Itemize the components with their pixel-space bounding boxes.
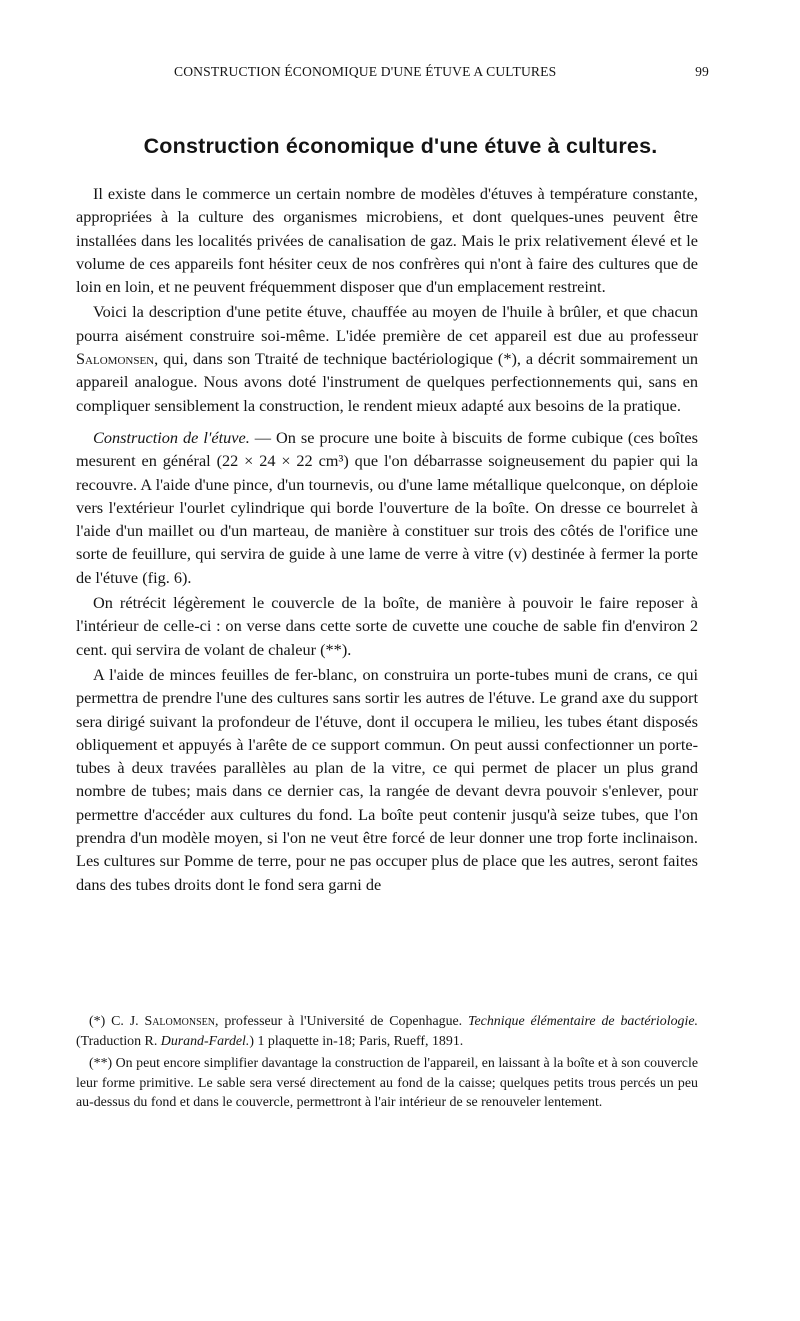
article-body [76,182,698,898]
paragraph-text: Voici la description d'une petite étuve, chauffée au moyen de l'huile à brûler, et que chacun pourra aisément construire soi-même. L'idée première de cet appareil est due au professeur [76,302,698,345]
footnote-1 [76,1012,698,1051]
paragraph-text: , qui, dans son Ttraité de technique bactériologique (*), a décrit sommairement un appareil analogue. Nous avons doté l'instrument de quelques perfectionnements qui, sans en compliquer sensiblement la construction, le rendent mieux adapté aux besoins de la pratique. [76,349,698,415]
paragraph-description [76,300,698,416]
footnote-text: (Traduction R. [76,1033,158,1049]
footnote-work-title: Technique élémentaire de bactériologie. [468,1014,698,1029]
footnote-2: (**) On peut encore simplifier davantage la construction de l'appareil, en laissant à la boîte et à son couvercle leur forme primitive. Le sable sera versé directement au fond de la caisse; quelques petits trous percés un peu au-dessus du fond et dans le couvercle, permettront à l'air intérieur de se renouveler lentement. [76,1056,698,1111]
article-title: Construction économique d'une étuve à cultures. [143,134,658,158]
footnote-text: , professeur à l'Université de Copenhague. [215,1014,463,1029]
footnote-text: ) 1 plaquette in-18; Paris, Rueff, 1891. [249,1033,464,1049]
footnote-translator: Durand-Fardel. [160,1033,250,1049]
paragraph-tube-holder: A l'aide de minces feuilles de fer-blanc, on construira un porte-tubes muni de crans, ce qui permettra de prendre l'une des cultures sans sortir les autres de l'étuve. Le grand axe du support sera dirigé suivant la profondeur de l'étuve, dont il occupera le milieu, les tubes étant disposés obliquement et appuyés à l'arête de ce support commun. On peut aussi confectionner un porte-tubes à deux travées parallèles au plan de la vitre, ce qui permet de placer un plus grand nombre de tubes; mais dans ce dernier cas, la rangée de devant devra pouvoir s'enlever, pour permettre d'accéder aux cultures du fond. La boîte peut contenir jusqu'à seize tubes, que l'on prendra d'un modèle moyen, si l'on ne veut être forcé de leur donner une trop forte inclinaison. Les cultures sur Pomme de terre, pour ne pas occuper plus de place que les autres, seront faites dans des tubes droits dont le fond sera garni de [76,664,698,894]
footnote-author: Salomonsen [144,1014,215,1029]
paragraph-construction [76,426,698,589]
running-title: CONSTRUCTION ÉCONOMIQUE D'UNE ÉTUVE A CULTURES [174,64,557,79]
paragraph-lid: On rétrécit légèrement le couvercle de la boîte, de manière à pouvoir le faire reposer à l'intérieur de celle-ci : on verse dans cette sorte de cuvette une couche de sable fin d'environ 2 cent. qui servira de volant de chaleur (**). [76,593,698,659]
section-heading: Construction de l'étuve. [93,427,250,447]
paragraph-intro: Il existe dans le commerce un certain nombre de modèles d'étuves à température constante, appropriées à la culture des organismes microbiens, et dont quelques-unes peuvent être installées dans les localités privées de canalisation de gaz. Mais le prix relativement élevé et le volume de ces appareils font hésiter ceux de nos confrères qui n'ont à faire des cultures que de loin en loin, et ne peuvent fréquemment disposer que d'un emplacement restreint. [76,184,698,297]
author-name: Salomonsen [76,349,155,369]
footnotes [76,1012,698,1113]
footnote-mark: (*) C. J. [89,1014,139,1029]
page-number: 99 [695,64,709,79]
paragraph-text: — On se procure une boite à biscuits de forme cubique (ces boîtes mesurent en général (22 × 24 × 22 cm³) que l'on débarrasse soigneusement du papier qui la recouvre. A l'aide d'une pince, d'un tournevis, ou d'une lame métallique quelconque, on déploie vers l'extérieur l'ourlet cylindrique qui borde l'ouverture de la boîte. On dresse ce bourrelet à l'aide d'un maillet ou d'un marteau, de manière à constituer sur trois des côtés de l'orifice une sorte de feuillure, qui servira de guide à une lame de verre à vitre (v) destinée à fermer la porte de l'étuve (fig. 6). [76,427,698,587]
